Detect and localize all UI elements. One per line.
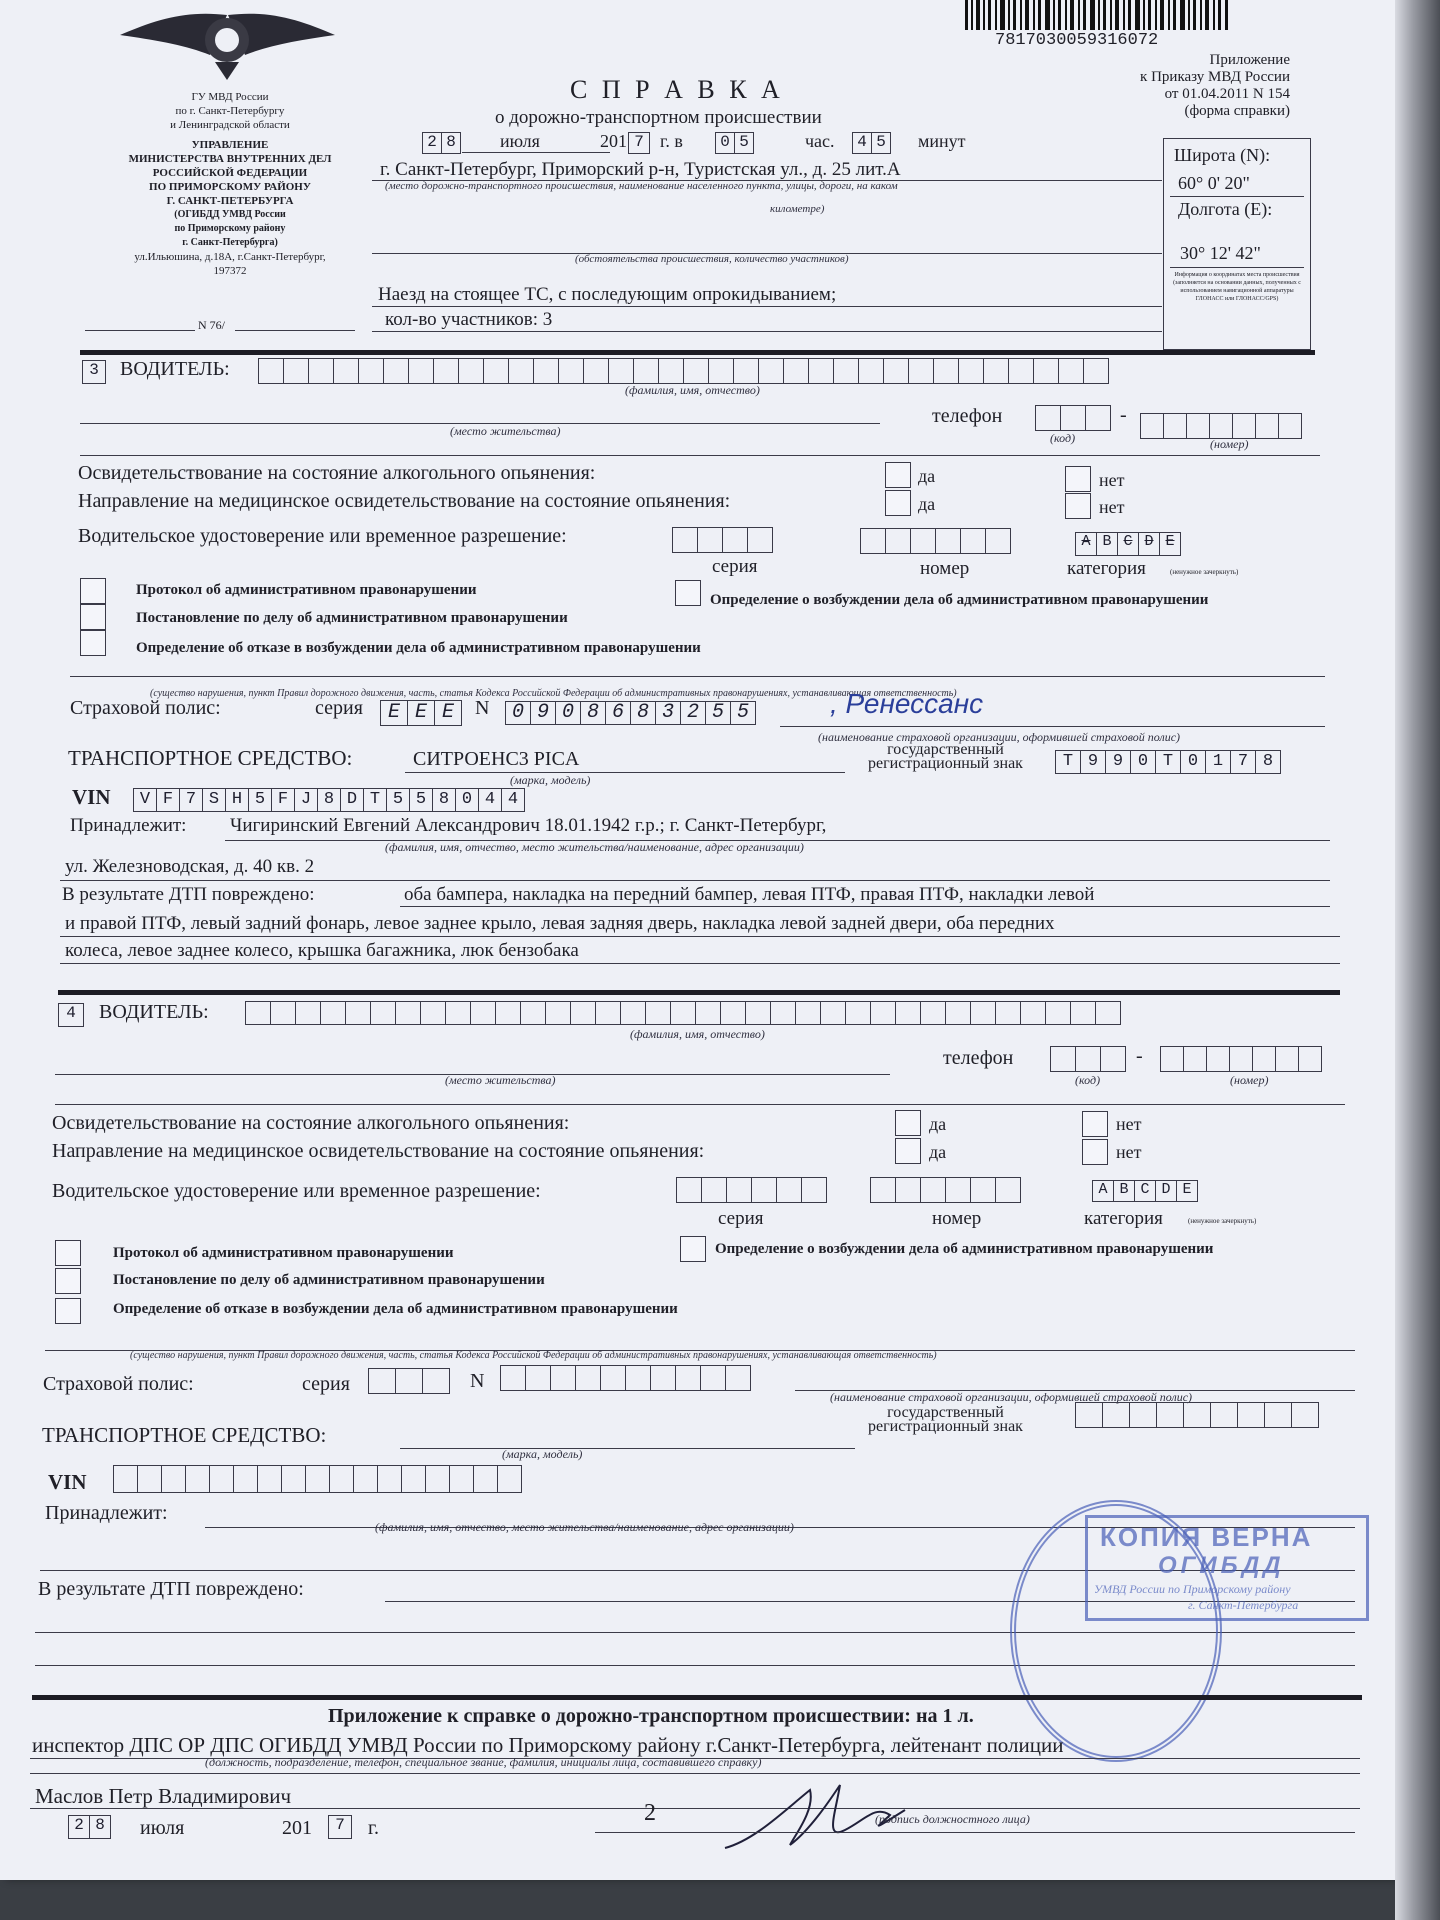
driver-3-prot4-checkbox[interactable] <box>675 580 701 606</box>
cell: Т <box>1156 751 1181 773</box>
emblem-icon <box>115 0 340 85</box>
cell <box>402 1466 426 1492</box>
circumstances-line-2: кол-во участников: 3 <box>385 309 553 330</box>
cell <box>1009 359 1034 383</box>
driver-3-phone-number[interactable] <box>1140 413 1302 439</box>
driver-4-prot1-checkbox[interactable] <box>55 1240 81 1266</box>
driver-3-violation-hint: (существо нарушения, пункт Правил дорожного движения, часть, статья Кодекса Российской Федерации об административных правонарушениях, устанавливающая ответственность) <box>150 688 957 699</box>
driver-4-prot3-checkbox[interactable] <box>55 1298 81 1324</box>
cell <box>971 1002 996 1024</box>
cell <box>859 359 884 383</box>
inspector-name: Маслов Петр Владимирович <box>35 1784 292 1808</box>
driver-4-phone-number[interactable] <box>1160 1046 1322 1072</box>
driver-4-violation-hint: (существо нарушения, пункт Правил дорожного движения, часть, статья Кодекса Российской Федерации об административных правонарушениях, устанавливающая ответственность) <box>130 1350 937 1361</box>
cell: 3 <box>656 702 681 724</box>
driver-3-license-categories[interactable]: A B C D E <box>1075 532 1181 556</box>
cell <box>284 359 309 383</box>
footer-date-day: 2 8 <box>68 1815 111 1839</box>
date-month: июля <box>500 131 540 151</box>
cell: 6 <box>606 702 631 724</box>
driver-3-ins-hint: (наименование страховой организации, оформившей страховой полис) <box>818 730 1181 744</box>
driver-3-nomer-label: номер <box>920 558 970 579</box>
cell <box>934 359 959 383</box>
driver-4-reg-label: государственный регистрационный знак <box>868 1404 1023 1435</box>
driver-3-ins-series[interactable]: Е Е Е <box>380 700 462 726</box>
cell: 4 <box>507 790 519 809</box>
cell: T <box>364 789 387 811</box>
cell: 5 <box>706 702 731 724</box>
cell <box>474 1466 498 1492</box>
driver-3-ins-seria-label: серия <box>315 697 363 719</box>
cell <box>559 359 584 383</box>
cell: 9 <box>1106 751 1131 773</box>
cell <box>1076 1403 1103 1427</box>
driver-3-fio-hint: (фамилия, имя, отчество) <box>625 383 760 397</box>
cell <box>534 359 559 383</box>
barcode-icon <box>965 0 1230 30</box>
cell <box>646 1002 671 1024</box>
time-hour-label: час. <box>805 131 835 151</box>
driver-4-vin-label: VIN <box>48 1470 87 1494</box>
cell: 2 <box>681 702 706 724</box>
copy-stamp: КОПИЯ ВЕРНА ОГИБДД УМВД России по Приморскому району г. Санкт-Петербурга <box>1085 1515 1369 1621</box>
cell <box>1071 1002 1096 1024</box>
driver-4-residence-hint: (место жительства) <box>445 1073 556 1087</box>
driver-4-kod-hint: (код) <box>1075 1073 1101 1087</box>
driver-3-insurance-label: Страховой полис: <box>70 697 221 719</box>
driver-3-alco-yes-checkbox[interactable] <box>885 462 911 488</box>
cell <box>709 359 734 383</box>
driver-4-damage-label: В результате ДТП повреждено: <box>38 1578 304 1600</box>
cell <box>771 1002 796 1024</box>
cell <box>946 1002 971 1024</box>
driver-4-fio-cells[interactable] <box>245 1001 1121 1025</box>
driver-4-reg-number[interactable] <box>1075 1402 1319 1428</box>
driver-4-alco-no-label: нет <box>1116 1114 1142 1134</box>
cell: V <box>134 789 157 811</box>
cell <box>334 359 359 383</box>
driver-3-label: ВОДИТЕЛЬ: <box>120 358 230 380</box>
cell <box>584 359 609 383</box>
driver-4-med-label: Направление на медицинское освидетельствование на состояние опьянения: <box>52 1140 705 1162</box>
cell <box>306 1466 330 1492</box>
driver-4-alco-label: Освидетельствование на состояние алкогольного опьянения: <box>52 1112 570 1134</box>
time-minute-label: минут <box>918 131 966 151</box>
cell: 9 <box>1081 751 1106 773</box>
cell <box>621 1002 646 1024</box>
longitude-value: 30° 12' 42" <box>1180 243 1261 263</box>
cell <box>1292 1403 1318 1427</box>
cell <box>450 1466 474 1492</box>
driver-3-phone-code[interactable] <box>1035 405 1111 431</box>
driver-4-ins-number[interactable] <box>500 1365 751 1391</box>
cell <box>834 359 859 383</box>
cell <box>1096 1002 1120 1024</box>
date-year-prefix: 201 <box>600 131 627 151</box>
cell <box>734 359 759 383</box>
driver-3-prot1-label: Протокол об административном правонарушении <box>136 582 477 598</box>
cell <box>1157 1403 1184 1427</box>
date-day-cells: 2 8 <box>422 132 461 154</box>
driver-3-prot3-checkbox[interactable] <box>80 630 106 656</box>
cell <box>496 1002 521 1024</box>
cell <box>576 1366 601 1390</box>
inspector-hint: (должность, подразделение, телефон, специальное звание, фамилия, инициалы лица, составившего справку) <box>205 1755 762 1769</box>
driver-3-damage-line-3: колеса, левое заднее колесо, крышка багажника, люк бензобака <box>65 940 579 961</box>
signature-number: 2 <box>644 1800 656 1826</box>
driver-3-license-number[interactable] <box>860 528 1011 554</box>
page-edge <box>1395 0 1440 1920</box>
cell <box>498 1466 521 1492</box>
cell <box>551 1366 576 1390</box>
driver-3-vehicle-model: СИТРОЕНС3 PICA <box>413 748 580 770</box>
driver-4-nomer-label: номер <box>932 1208 982 1229</box>
cell <box>330 1466 354 1492</box>
document-page: 7817030059316072 Приложение к Приказу МВД России от 01.04.2011 N 154 (форма справки) ГУ МВД России по г. Санкт-Петербургу и Ленинградской области УПРАВЛЕНИЕ МИНИСТЕРСТВА ВНУТРЕННИХ ДЕЛ РОССИЙСКОЙ ФЕДЕРАЦИИ ПО ПРИМОРСКОМУ РАЙОНУ Г. САНКТ-ПЕТЕРБУРГА (ОГИБДД УМВД России по Приморскому району г. Санкт-Петербурга) ул.Ильюшина, д.18А, г.Санкт-Петербург, 197372 N 76/ С П Р А В К А о дорожно-транспортном происшествии 2 8 июля 201 7 г. в 0 5 час. 4 5 минут г. Санкт-Петербург, Приморский р-н, Туристская ул., д. 25 лит.А (место дорожно-транспортного происшествия, наименование населенного пункта, улицы, дороги, на каком километре) (обстоятельства происшествия, количество участников) Наезд на стоящее ТС, с последующим опрокидыванием; кол-во участников: 3 Широта (N): 60° 0' 20" Долгота (E): 30° 12' 42" Информация о координатах места происшествия (заполняется на основании данных, полученных с использованием навигационной аппаратуры ГЛОНАСС или ГЛОНАСС/GPS) 3 ВОДИТЕЛЬ: (фамилия, имя, отчество) (место жительства) телефон - (код) (номер) Освидетельствование на состояние алкогольного опьянения: да нет Направление на медицинское освидетельствование на состояние опьянения: да нет Водительское удостоверение или временное разрешение: A B C D E серия номер категория (ненужное зачеркнуть) Протокол об административном правонарушении Постановление по делу об административном правонарушении Определение об отказе в возбуждении дела об административном правонарушении Определение о возбуждении дела об административном правонарушении (существо нарушения, пункт Правил дорожного движения, часть, статья Кодекса Российской Федерации об административных правонарушениях, устанавливающая ответственность) Страховой полис: серия Е Е Е N 0 9 0 8 6 8 3 2 5 5 , Ренессанс (наименование страховой организации, оформившей страховой полис) ТРАНСПОРТНОЕ СРЕДСТВО: СИТРОЕНС3 PICA (марка, модель) государственный регистрационный знак Т 9 9 0 Т 0 1 7 8 VIN V F 7 S H 5 F J 8 D T 5 5 8 0 4 4 Принадлежит: Чигиринский Евгений Александрович 18.01.1942 г.р.; г. Санкт-Петербург, (фамилия, имя, отчество, место жительства/наименование, адрес организации) ул. Железноводская, д. 40 кв. 2 В результате ДТП повреждено: оба бампера, накладка на передний бампер, левая ПТФ, правая ПТФ, накладки левой и правой ПТФ, левый задний фонарь, левое заднее крыло, левая задняя дверь, накладка левой задней двери, оба передних колеса, левое заднее колесо, крышка багажника, люк бензобака 4 ВОДИТЕЛЬ: (фамилия, имя, отчество) (место жительства) телефон - (код) (номер) Освидетельствование на состояние алкогольного опьянения: да нет Направление на медицинское освидетельствование на состояние опьянения: да нет Водительское удостоверение или временное разрешение: A B C D E серия номер категория (ненужное зачеркнуть) Протокол об административном правонарушении Постановление по делу об административном правонарушении Определение об отказе в возбуждении дела об административном правонарушении Определение о возбуждении дела об административном правонарушении (существо нарушения, пункт Правил дорожного движения, часть, статья Кодекса Российской Федерации об административных правонарушениях, устанавливающая ответственность) Страховой полис: серия N (наименование страховой организации, оформившей страховой полис) ТРАНСПОРТНОЕ СРЕДСТВО: (марка, модель) государственный регистрационный знак VIN Принадлежит: (фамилия, имя, отчество, место жительства/наименование, адрес организации) В результате ДТП повреждено: КОПИЯ ВЕРНА ОГИБДД УМВД России по Приморскому району г. Санкт-Петербурга Приложение к справке о дорожно-транспортном происшествии: на 1 л. инспектор ДПС ОР ДПС ОГИБДД УМВД России по Приморскому району г.Санкт-Петербурга, лейтенант полиции (должность, подразделение, телефон, специальное звание, фамилия, инициалы лица, составившего справку) Маслов Петр Владимирович 2 8 июля 201 7 г. 2 (подпись должностного лица) <box>0 0 1395 1880</box>
cell <box>626 1366 651 1390</box>
cell <box>784 359 809 383</box>
cell: Т <box>1056 751 1081 773</box>
cell <box>1059 359 1084 383</box>
cell <box>609 359 634 383</box>
signature-hint: (подпись должностного лица) <box>875 1812 1030 1826</box>
cell <box>359 359 384 383</box>
driver-3-prot1-checkbox[interactable] <box>80 578 106 604</box>
document-subtitle: о дорожно-транспортном происшествии <box>495 107 822 128</box>
cell <box>246 1002 271 1024</box>
driver-4-ins-hint: (наименование страховой организации, оформившей страховой полис) <box>830 1390 1193 1404</box>
cell <box>309 359 334 383</box>
cell <box>696 1002 721 1024</box>
cell: 0 <box>1131 751 1156 773</box>
driver-4-phone-label: телефон <box>943 1047 1014 1069</box>
cell <box>434 359 459 383</box>
cell <box>521 1002 546 1024</box>
cell <box>1238 1403 1265 1427</box>
driver-3-category-hint: (ненужное зачеркнуть) <box>1170 568 1239 576</box>
agency-header: ГУ МВД России по г. Санкт-Петербургу и Ленинградской области УПРАВЛЕНИЕ МИНИСТЕРСТВА ВНУТРЕННИХ ДЕЛ РОССИЙСКОЙ ФЕДЕРАЦИИ ПО ПРИМОРСКОМУ РАЙОНУ Г. САНКТ-ПЕТЕРБУРГА (ОГИБДД УМВД России по Приморскому району г. Санкт-Петербурга) ул.Ильюшина, д.18А, г.Санкт-Петербург, 197372 <box>128 91 332 277</box>
driver-3-insurer: , Ренессанс <box>830 688 984 719</box>
cell <box>996 1002 1021 1024</box>
cell <box>501 1366 526 1390</box>
cell <box>1046 1002 1071 1024</box>
driver-3-seria-label: серия <box>712 556 758 577</box>
cell <box>114 1466 138 1492</box>
time-hour-cells: 0 5 <box>715 132 754 154</box>
driver-3-fio-cells[interactable] <box>258 358 1109 384</box>
cell <box>409 359 434 383</box>
cell: 0 <box>1181 751 1206 773</box>
driver-3-prot2-label: Постановление по делу об административном правонарушении <box>136 610 568 626</box>
cell <box>396 1002 421 1024</box>
driver-3-vehicle-label: ТРАНСПОРТНОЕ СРЕДСТВО: <box>68 746 353 770</box>
cell: 7 <box>1231 751 1256 773</box>
cell <box>909 359 934 383</box>
driver-3-kod-hint: (код) <box>1050 431 1076 445</box>
cell <box>701 1366 726 1390</box>
driver-3-alco-no-label: нет <box>1099 470 1125 490</box>
driver-4-owner-hint: (фамилия, имя, отчество, место жительства/наименование, адрес организации) <box>375 1520 794 1534</box>
cell <box>796 1002 821 1024</box>
driver-4-category-label: категория <box>1084 1208 1163 1229</box>
driver-4-owner-label: Принадлежит: <box>45 1502 168 1524</box>
driver-4-seria-label: серия <box>718 1208 764 1229</box>
cell: 5 <box>736 701 749 724</box>
driver-3-model-hint: (марка, модель) <box>510 773 591 787</box>
cell <box>186 1466 210 1492</box>
driver-3-ins-number[interactable] <box>505 701 756 725</box>
driver-3-prot3-label: Определение об отказе в возбуждении дела об административном правонарушении <box>136 640 701 656</box>
cell: F <box>272 789 295 811</box>
driver-4-prot3-label: Определение об отказе в возбуждении дела об административном правонарушении <box>113 1301 678 1317</box>
driver-4-prot2-checkbox[interactable] <box>55 1268 81 1294</box>
cell <box>721 1002 746 1024</box>
driver-3-vin-cells[interactable] <box>133 788 525 812</box>
driver-4-ins-seria-label: серия <box>302 1373 350 1395</box>
driver-4-nomer-hint: (номер) <box>1230 1073 1269 1087</box>
driver-3-med-yes-label: да <box>918 494 936 514</box>
cell <box>684 359 709 383</box>
cell <box>671 1002 696 1024</box>
cell: 8 <box>1262 752 1274 771</box>
cell: 1 <box>1206 751 1231 773</box>
cell <box>1034 359 1059 383</box>
driver-3-ins-n-label: N <box>475 697 490 719</box>
cell <box>210 1466 234 1492</box>
driver-3-license-label: Водительское удостоверение или временное разрешение: <box>78 525 567 547</box>
cell: 8 <box>433 789 456 811</box>
cell: J <box>295 789 318 811</box>
cell <box>1184 1403 1211 1427</box>
driver-4-prot1-label: Протокол об административном правонарушении <box>113 1245 454 1261</box>
driver-4-license-categories[interactable]: A B C D E <box>1092 1180 1198 1202</box>
cell: 4 <box>479 789 502 811</box>
cell <box>809 359 834 383</box>
cell <box>258 1466 282 1492</box>
cell: 8 <box>581 702 606 724</box>
date-g-v: г. в <box>660 131 683 151</box>
driver-4-number: 4 <box>58 1003 84 1027</box>
cell <box>459 359 484 383</box>
cell <box>471 1002 496 1024</box>
cell <box>759 359 784 383</box>
driver-4-ins-n-label: N <box>470 1370 485 1392</box>
cell <box>271 1002 296 1024</box>
cell <box>371 1002 396 1024</box>
footer-date-year-prefix: 201 <box>282 1817 312 1839</box>
driver-4-med-yes-label: да <box>929 1142 947 1162</box>
cell <box>846 1002 871 1024</box>
cell: 7 <box>180 789 203 811</box>
cell: 5 <box>387 789 410 811</box>
coordinates-box: Широта (N): 60° 0' 20" Долгота (E): 30° 12' 42" Информация о координатах места происшествия (заполняется на основании данных, полученных с использованием навигационной аппаратуры ГЛОНАСС или ГЛОНАСС/GPS) <box>1163 138 1311 350</box>
accident-place: г. Санкт-Петербург, Приморский р-н, Туристская ул., д. 25 лит.А <box>380 159 901 180</box>
cell <box>446 1002 471 1024</box>
driver-4-med-no-label: нет <box>1116 1142 1142 1162</box>
cell: 0 <box>456 789 479 811</box>
driver-4-phone-code[interactable] <box>1050 1046 1126 1072</box>
inspector-info: инспектор ДПС ОР ДПС ОГИБДД УМВД России по Приморскому району г.Санкт-Петербурга, лейтенант полиции <box>32 1733 1064 1757</box>
cell: 8 <box>631 702 656 724</box>
driver-3-owner-hint: (фамилия, имя, отчество, место жительства/наименование, адрес организации) <box>385 840 804 854</box>
cell <box>884 359 909 383</box>
cell <box>354 1466 378 1492</box>
driver-3-category-label: категория <box>1067 558 1146 579</box>
cell <box>896 1002 921 1024</box>
driver-3-owner-address: ул. Железноводская, д. 40 кв. 2 <box>65 856 315 877</box>
cell <box>321 1002 346 1024</box>
cell <box>346 1002 371 1024</box>
place-hint-2: километре) <box>770 203 825 215</box>
cell <box>984 359 1009 383</box>
driver-3-vin-label: VIN <box>72 785 111 809</box>
cell <box>378 1466 402 1492</box>
cell <box>234 1466 258 1492</box>
cell <box>651 1366 676 1390</box>
cell: D <box>341 789 364 811</box>
cell <box>296 1002 321 1024</box>
driver-4-med-yes-checkbox[interactable] <box>895 1138 921 1164</box>
driver-3-damage-line-2: и правой ПТФ, левый задний фонарь, левое заднее крыло, левая задняя дверь, накладка левой задней двери, оба передних <box>65 913 1055 934</box>
driver-3-prot4-label: Определение о возбуждении дела об административном правонарушении <box>710 592 1209 608</box>
document-title: С П Р А В К А <box>570 75 784 104</box>
driver-3-reg-number[interactable] <box>1055 750 1281 774</box>
driver-4-ins-series[interactable] <box>368 1368 450 1394</box>
cell: S <box>203 789 226 811</box>
cell <box>601 1366 626 1390</box>
cell <box>871 1002 896 1024</box>
cell <box>634 359 659 383</box>
cell <box>282 1466 306 1492</box>
driver-3-phone-label: телефон <box>932 405 1003 427</box>
driver-4-alco-yes-checkbox[interactable] <box>895 1110 921 1136</box>
cell: 0 <box>556 702 581 724</box>
cell <box>546 1002 571 1024</box>
cell <box>1084 359 1108 383</box>
cell <box>676 1366 701 1390</box>
cell <box>421 1002 446 1024</box>
driver-3-alco-yes-label: да <box>918 466 936 486</box>
driver-4-alco-yes-label: да <box>929 1114 947 1134</box>
driver-3-owner: Чигиринский Евгений Александрович 18.01.1942 г.р.; г. Санкт-Петербург, <box>230 815 827 836</box>
driver-3-residence-hint: (место жительства) <box>450 424 561 438</box>
driver-4-category-hint: (ненужное зачеркнуть) <box>1188 1217 1257 1225</box>
cell: 0 <box>506 702 531 724</box>
cell <box>726 1366 750 1390</box>
cell: F <box>157 789 180 811</box>
driver-4-prot4-checkbox[interactable] <box>680 1236 706 1262</box>
driver-4-label: ВОДИТЕЛЬ: <box>99 1001 209 1023</box>
cell: 8 <box>318 789 341 811</box>
cell <box>1265 1403 1292 1427</box>
driver-4-vehicle-label: ТРАНСПОРТНОЕ СРЕДСТВО: <box>42 1423 327 1447</box>
cell <box>959 359 984 383</box>
cell <box>1021 1002 1046 1024</box>
driver-3-alco-label: Освидетельствование на состояние алкогольного опьянения: <box>78 462 596 484</box>
driver-3-med-yes-checkbox[interactable] <box>885 490 911 516</box>
footer-annex: Приложение к справке о дорожно-транспортном происшествии: на 1 л. <box>328 1705 974 1727</box>
cell <box>1130 1403 1157 1427</box>
driver-3-number: 3 <box>82 360 106 384</box>
driver-4-vin-cells[interactable] <box>113 1465 522 1493</box>
cell: 9 <box>531 702 556 724</box>
driver-3-damage-line-1: оба бампера, накладка на передний бампер, левая ПТФ, правая ПТФ, накладки левой <box>404 884 1095 905</box>
driver-3-med-no-label: нет <box>1099 497 1125 517</box>
driver-3-med-label: Направление на медицинское освидетельствование на состояние опьянения: <box>78 490 731 512</box>
cell <box>484 359 509 383</box>
circumstances-line-1: Наезд на стоящее ТС, с последующим опрокидыванием; <box>378 284 837 305</box>
time-minute-cells: 4 5 <box>852 132 891 154</box>
cell <box>259 359 284 383</box>
cell <box>596 1002 621 1024</box>
driver-4-prot2-label: Постановление по делу об административном правонарушении <box>113 1272 545 1288</box>
driver-4-model-hint: (марка, модель) <box>502 1447 583 1461</box>
driver-4-med-no-checkbox[interactable] <box>1082 1139 1108 1165</box>
cell <box>1211 1403 1238 1427</box>
driver-3-damage-label: В результате ДТП повреждено: <box>62 884 315 905</box>
driver-4-license-series[interactable] <box>676 1177 827 1203</box>
cell <box>384 359 409 383</box>
driver-3-nomer-hint: (номер) <box>1210 437 1249 451</box>
driver-4-prot4-label: Определение о возбуждении дела об административном правонарушении <box>715 1241 1214 1257</box>
latitude-value: 60° 0' 20" <box>1178 173 1250 193</box>
cell <box>921 1002 946 1024</box>
cell: 5 <box>410 789 433 811</box>
barcode-number: 7817030059316072 <box>995 31 1159 50</box>
annex-note: Приложение к Приказу МВД России от 01.04.2011 N 154 (форма справки) <box>1140 52 1290 119</box>
place-hint: (место дорожно-транспортного происшествия, наименование населенного пункта, улицы, дороги, на каком <box>385 180 898 192</box>
driver-4-license-number[interactable] <box>870 1177 1021 1203</box>
cell: H <box>226 789 249 811</box>
driver-3-alco-no-checkbox[interactable] <box>1065 466 1091 492</box>
cell <box>659 359 684 383</box>
cell <box>426 1466 450 1492</box>
driver-4-insurance-label: Страховой полис: <box>43 1373 194 1395</box>
driver-3-license-series[interactable] <box>672 527 773 553</box>
cell <box>571 1002 596 1024</box>
cell <box>746 1002 771 1024</box>
driver-3-prot2-checkbox[interactable] <box>80 604 106 630</box>
driver-4-fio-hint: (фамилия, имя, отчество) <box>630 1027 765 1041</box>
driver-3-med-no-checkbox[interactable] <box>1065 493 1091 519</box>
circumstances-hint: (обстоятельства происшествия, количество участников) <box>575 253 849 265</box>
driver-3-owner-label: Принадлежит: <box>70 815 187 836</box>
cell <box>1103 1403 1130 1427</box>
cell <box>526 1366 551 1390</box>
footer-date-month: июля <box>140 1817 185 1839</box>
cell <box>138 1466 162 1492</box>
outgoing-number: N 76/ <box>198 318 225 332</box>
footer-date-g: г. <box>368 1817 379 1839</box>
cell <box>509 359 534 383</box>
driver-4-alco-no-checkbox[interactable] <box>1082 1111 1108 1137</box>
cell: 5 <box>249 789 272 811</box>
cell <box>821 1002 846 1024</box>
driver-4-license-label: Водительское удостоверение или временное разрешение: <box>52 1180 541 1202</box>
driver-3-reg-label: государственный регистрационный знак <box>868 741 1023 772</box>
cell <box>162 1466 186 1492</box>
